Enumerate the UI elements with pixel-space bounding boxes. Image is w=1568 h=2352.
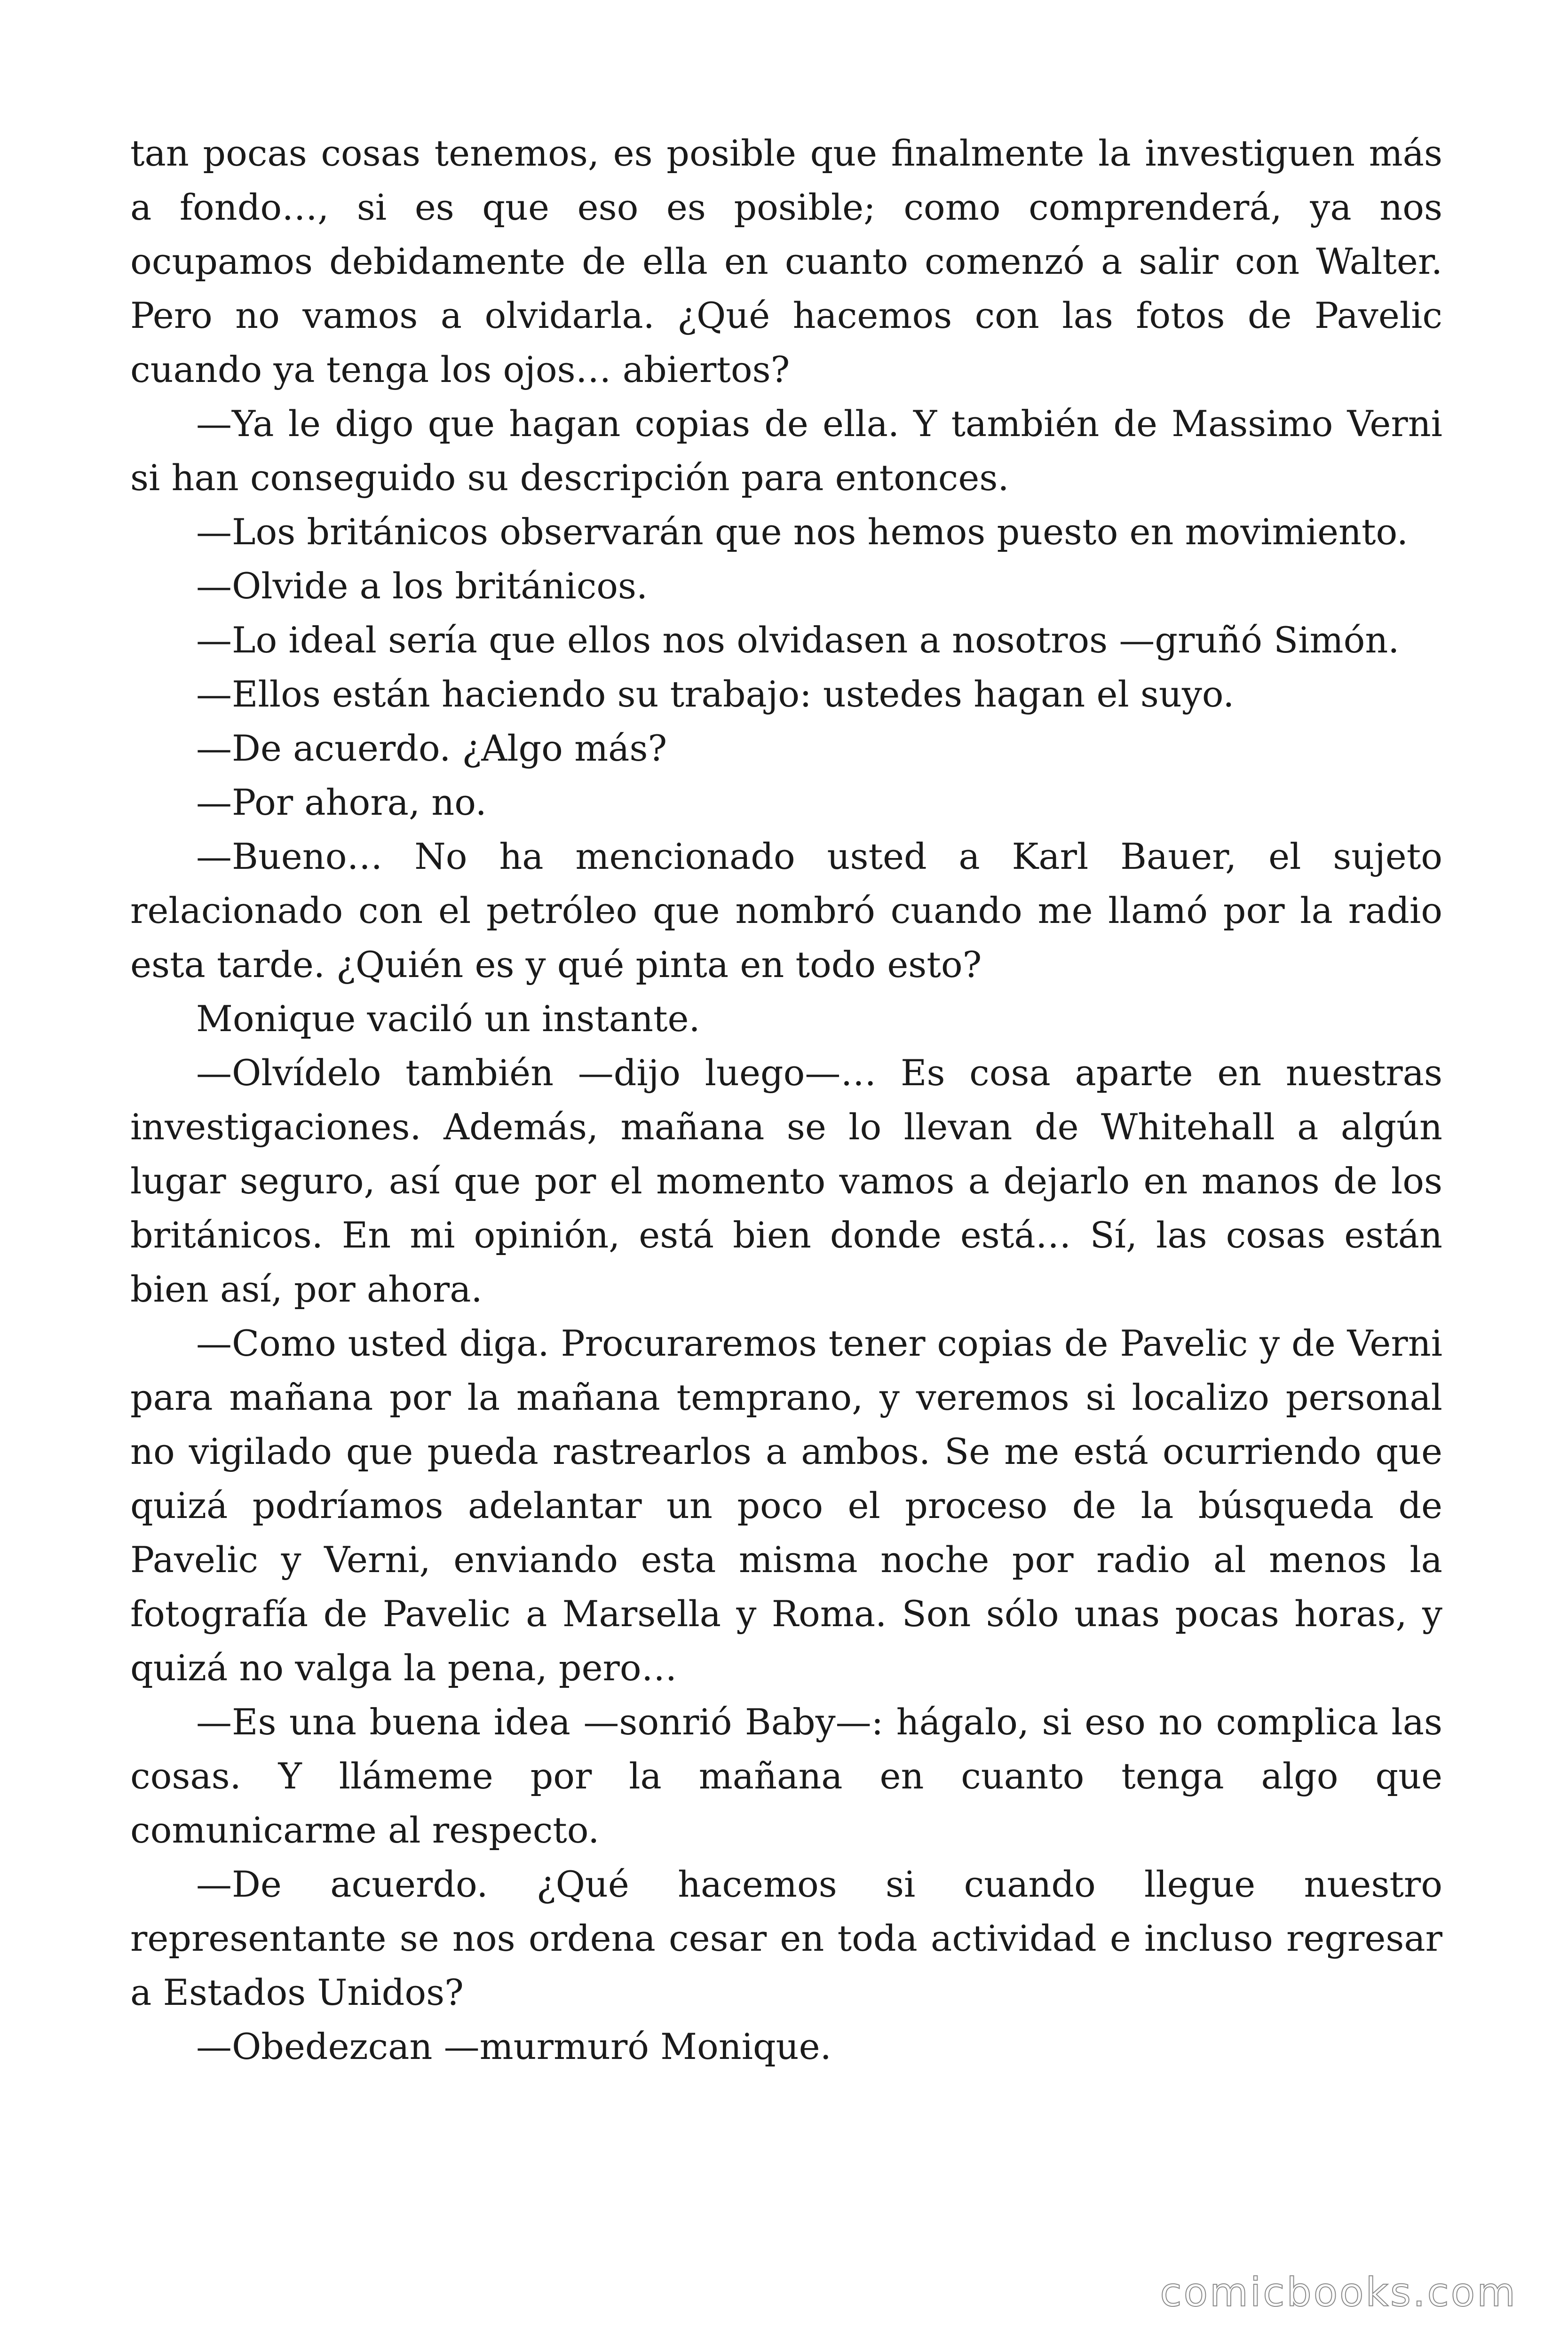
- paragraph: —Los británicos observarán que nos hemos puesto en movimiento.: [196, 511, 1409, 553]
- paragraph: —Olvide a los británicos.: [196, 565, 648, 607]
- paragraph: —Obedezcan —murmuró Monique.: [196, 2026, 832, 2067]
- paragraph: —Ya le digo que hagan copias de ella. Y también de Massimo Verni si han conseguido su descripción para entonces.: [130, 403, 1442, 499]
- paragraph: —Por ahora, no.: [196, 781, 487, 823]
- paragraph: tan pocas cosas tenemos, es posible que finalmente la investiguen más a fondo…, si es que eso es posible; como comprenderá, ya nos ocupamos debidamente de ella en cuanto comenzó a salir con Walter. Pero no vamos a olvidarla. ¿Qué hacemos con las fotos de Pavelic cuando ya tenga los ojos… abiertos?: [130, 132, 1442, 390]
- watermark: comicbooks.com: [1160, 2269, 1517, 2315]
- paragraph: —De acuerdo. ¿Qué hacemos si cuando llegue nuestro representante se nos ordena cesar en toda actividad e incluso regresar a Estados Unidos?: [130, 1863, 1442, 2013]
- paragraph: —Como usted diga. Procuraremos tener copias de Pavelic y de Verni para mañana por la mañana temprano, y veremos si localizo personal no vigilado que pueda rastrearlos a ambos. Se me está ocurriendo que quizá podríamos adelantar un poco el proceso de la búsqueda de Pavelic y Verni, enviando esta misma noche por radio al menos la fotografía de Pavelic a Marsella y Roma. Son sólo unas pocas horas, y quizá no valga la pena, pero…: [130, 1322, 1442, 1689]
- paragraph: Monique vaciló un instante.: [196, 998, 700, 1040]
- body-text: [130, 126, 1442, 2074]
- paragraph: —Ellos están haciendo su trabajo: ustedes hagan el suyo.: [196, 673, 1235, 715]
- paragraph: —De acuerdo. ¿Algo más?: [196, 727, 667, 769]
- paragraph: —Olvídelo también —dijo luego—… Es cosa aparte en nuestras investigaciones. Además, mañana se lo llevan de Whitehall a algún lugar seguro, así que por el momento vamos a dejarlo en manos de los británicos. En mi opinión, está bien donde está… Sí, las cosas están bien así, por ahora.: [130, 1052, 1442, 1310]
- paragraph: —Bueno… No ha mencionado usted a Karl Bauer, el sujeto relacionado con el petróleo que nombró cuando me llamó por la radio esta tarde. ¿Quién es y qué pinta en todo esto?: [130, 835, 1442, 985]
- paragraph: —Es una buena idea —sonrió Baby—: hágalo, si eso no complica las cosas. Y llámeme por la mañana en cuanto tenga algo que comunicarme al respecto.: [130, 1701, 1442, 1851]
- paragraph: —Lo ideal sería que ellos nos olvidasen a nosotros —gruñó Simón.: [196, 619, 1400, 661]
